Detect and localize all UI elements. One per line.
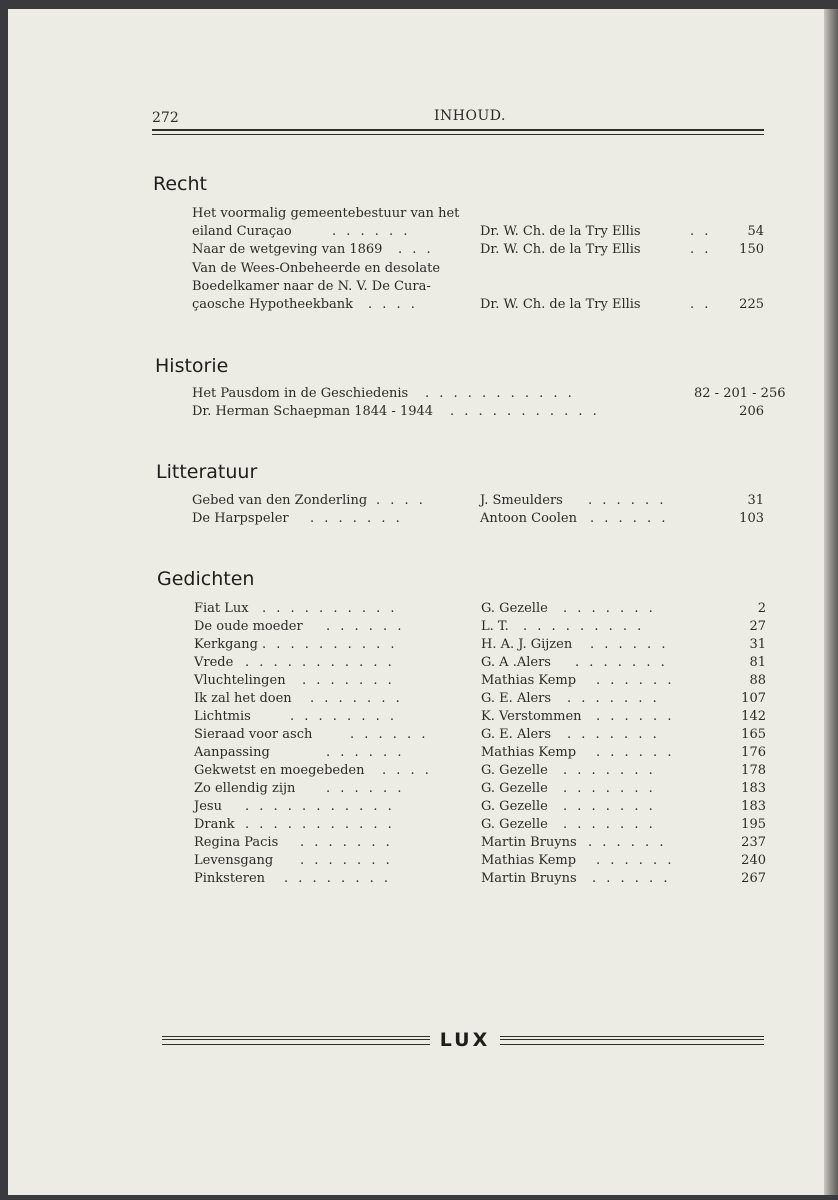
- running-title: INHOUD.: [434, 108, 506, 124]
- recht-author-3: Dr. W. Ch. de la Try Ellis: [480, 297, 641, 312]
- page-number: 272: [152, 110, 179, 126]
- leader-dots: . . . . . .: [592, 871, 671, 886]
- gedicht-title: Drank: [194, 817, 235, 832]
- gedicht-author: G. Gezelle: [481, 799, 548, 814]
- gedicht-page: 237: [741, 835, 766, 850]
- footer-rule-right: [500, 1036, 764, 1045]
- footer-ornament: [162, 1030, 764, 1052]
- gedicht-page: 142: [741, 709, 766, 724]
- litteratuur-page-2: 103: [739, 511, 764, 526]
- recht-line-5: Boedelkamer naar de N. V. De Cura-: [192, 279, 431, 294]
- gedicht-author: Martin Bruyns: [481, 835, 577, 850]
- header-rule-thick: [152, 129, 764, 131]
- gedicht-title: Vluchtelingen: [194, 673, 286, 688]
- recht-author-1: Dr. W. Ch. de la Try Ellis: [480, 224, 641, 239]
- gedicht-author: H. A. J. Gijzen: [481, 637, 573, 652]
- leader-dots: . . .: [398, 242, 434, 257]
- gedicht-title: Lichtmis: [194, 709, 251, 724]
- gedicht-author: G. Gezelle: [481, 781, 548, 796]
- leader-dots: . . . . . .: [596, 673, 675, 688]
- gedicht-title: Levensgang: [194, 853, 274, 868]
- leader-dots: . . . . . . .: [563, 601, 656, 616]
- header-rule-thin: [152, 134, 764, 135]
- gedicht-author: Mathias Kemp: [481, 853, 577, 868]
- leader-dots: . . . . . .: [326, 745, 405, 760]
- leader-dots: . . . . . . . . . . .: [245, 817, 395, 832]
- gedicht-title: Fiat Lux: [194, 601, 249, 616]
- gedicht-page: 195: [741, 817, 766, 832]
- gedicht-title: Vrede: [194, 655, 234, 670]
- leader-dots: . . . . . . .: [310, 511, 403, 526]
- recht-page-2: 150: [739, 242, 764, 257]
- gedicht-title: Jesu: [194, 799, 222, 814]
- gedicht-author: Mathias Kemp: [481, 673, 577, 688]
- leader-dots: . . . . . .: [588, 835, 667, 850]
- gedicht-page: 240: [741, 853, 766, 868]
- leader-dots: . . . .: [368, 297, 418, 312]
- leader-dots: . . . . . . . . . . .: [425, 386, 575, 401]
- leader-dots: . . . . . . .: [563, 817, 656, 832]
- leader-dots: . . . . . . .: [567, 727, 660, 742]
- litteratuur-author-1: J. Smeulders: [480, 493, 563, 508]
- gedicht-author: G. Gezelle: [481, 817, 548, 832]
- litteratuur-title-2: De Harpspeler: [192, 511, 289, 526]
- recht-line-4: Van de Wees-Onbeheerde en desolate: [192, 261, 441, 276]
- leader-dots: . . . . . .: [596, 709, 675, 724]
- leader-dots: . . . . . . .: [563, 799, 656, 814]
- leader-dots: . . . .: [376, 493, 426, 508]
- historie-page-1: 82 - 201 - 256: [694, 386, 786, 401]
- gedicht-title: Gekwetst en moegebeden: [194, 763, 365, 778]
- gedicht-title: Regina Pacis: [194, 835, 279, 850]
- gedicht-author: G. Gezelle: [481, 763, 548, 778]
- leader-dots: . . . . . .: [596, 745, 675, 760]
- leader-dots: . . . . . . . . . .: [262, 601, 398, 616]
- recht-author-2: Dr. W. Ch. de la Try Ellis: [480, 242, 641, 257]
- litteratuur-page-1: 31: [747, 493, 764, 508]
- gedicht-page: 2: [757, 601, 766, 616]
- gedicht-title: Aanpassing: [194, 745, 270, 760]
- recht-line-2: eiland Curaçao: [192, 224, 292, 239]
- gedicht-title: Zo ellendig zijn: [194, 781, 296, 796]
- gedicht-page: 88: [749, 673, 766, 688]
- section-title-historie: Historie: [155, 355, 229, 377]
- recht-line-1: Het voormalig gemeentebestuur van het: [192, 206, 460, 221]
- section-title-litteratuur: Litteratuur: [156, 461, 258, 483]
- recht-page-3: 225: [739, 297, 764, 312]
- gedicht-page: 183: [741, 799, 766, 814]
- leader-dots: . . . . . . .: [567, 691, 660, 706]
- leader-dots: . . . . . . . . . .: [262, 637, 398, 652]
- leader-dots: . . . . . . . . . . .: [245, 799, 395, 814]
- leader-dots: . .: [690, 224, 712, 239]
- leader-dots: . .: [690, 297, 712, 312]
- gedicht-author: G. E. Alers: [481, 727, 552, 742]
- gedicht-author: K. Verstommen: [481, 709, 582, 724]
- leader-dots: . . . . . .: [590, 637, 669, 652]
- section-title-gedichten: Gedichten: [157, 568, 255, 590]
- leader-dots: . . . . . . .: [563, 763, 656, 778]
- leader-dots: . . . . . . . .: [284, 871, 391, 886]
- gedicht-page: 267: [741, 871, 766, 886]
- gedicht-title: De oude moeder: [194, 619, 303, 634]
- page-edge: [824, 9, 838, 1195]
- gedicht-page: 183: [741, 781, 766, 796]
- leader-dots: . . . . . .: [326, 781, 405, 796]
- leader-dots: . . . . . .: [596, 853, 675, 868]
- gedicht-page: 176: [741, 745, 766, 760]
- leader-dots: . . . . . . .: [300, 853, 393, 868]
- gedicht-author: G. E. Alers: [481, 691, 552, 706]
- leader-dots: . . . . . . . . . . .: [450, 404, 600, 419]
- leader-dots: . . . . . . .: [300, 835, 393, 850]
- historie-title-2: Dr. Herman Schaepman 1844 - 1944: [192, 404, 434, 419]
- leader-dots: . . . . . . .: [575, 655, 668, 670]
- gedicht-page: 165: [741, 727, 766, 742]
- recht-line-3: Naar de wetgeving van 1869: [192, 242, 383, 257]
- leader-dots: . . . . . . . .: [290, 709, 397, 724]
- historie-title-1: Het Pausdom in de Geschiedenis: [192, 386, 409, 401]
- leader-dots: . . . . . . . . .: [523, 619, 645, 634]
- gedicht-author: Mathias Kemp: [481, 745, 577, 760]
- leader-dots: . . . . . . .: [563, 781, 656, 796]
- leader-dots: . . . . . . .: [310, 691, 403, 706]
- leader-dots: . .: [690, 242, 712, 257]
- section-title-recht: Recht: [153, 173, 207, 195]
- gedicht-title: Ik zal het doen: [194, 691, 292, 706]
- gedicht-title: Sieraad voor asch: [194, 727, 313, 742]
- gedicht-page: 178: [741, 763, 766, 778]
- gedicht-page: 27: [749, 619, 766, 634]
- leader-dots: . . . . . . .: [302, 673, 395, 688]
- gedicht-author: G. A .Alers: [481, 655, 551, 670]
- leader-dots: . . . . . .: [350, 727, 429, 742]
- litteratuur-title-1: Gebed van den Zonderling: [192, 493, 368, 508]
- gedicht-page: 31: [749, 637, 766, 652]
- leader-dots: . . . . . .: [326, 619, 405, 634]
- litteratuur-author-2: Antoon Coolen: [480, 511, 577, 526]
- gedicht-page: 81: [749, 655, 766, 670]
- leader-dots: . . . . . . . . . . .: [245, 655, 395, 670]
- leader-dots: . . . . . .: [590, 511, 669, 526]
- gedicht-page: 107: [741, 691, 766, 706]
- footer-rule-left: [162, 1036, 430, 1045]
- gedicht-author: Martin Bruyns: [481, 871, 577, 886]
- gedicht-author: L. T.: [481, 619, 509, 634]
- recht-page-1: 54: [747, 224, 764, 239]
- recht-line-6: çaosche Hypotheekbank: [192, 297, 354, 312]
- lux-logo: LUX: [439, 1029, 491, 1051]
- leader-dots: . . . .: [382, 763, 432, 778]
- gedicht-author: G. Gezelle: [481, 601, 548, 616]
- leader-dots: . . . . . .: [332, 224, 411, 239]
- gedicht-title: Pinksteren: [194, 871, 266, 886]
- leader-dots: . . . . . .: [588, 493, 667, 508]
- historie-page-2: 206: [739, 404, 764, 419]
- gedicht-title: Kerkgang: [194, 637, 258, 652]
